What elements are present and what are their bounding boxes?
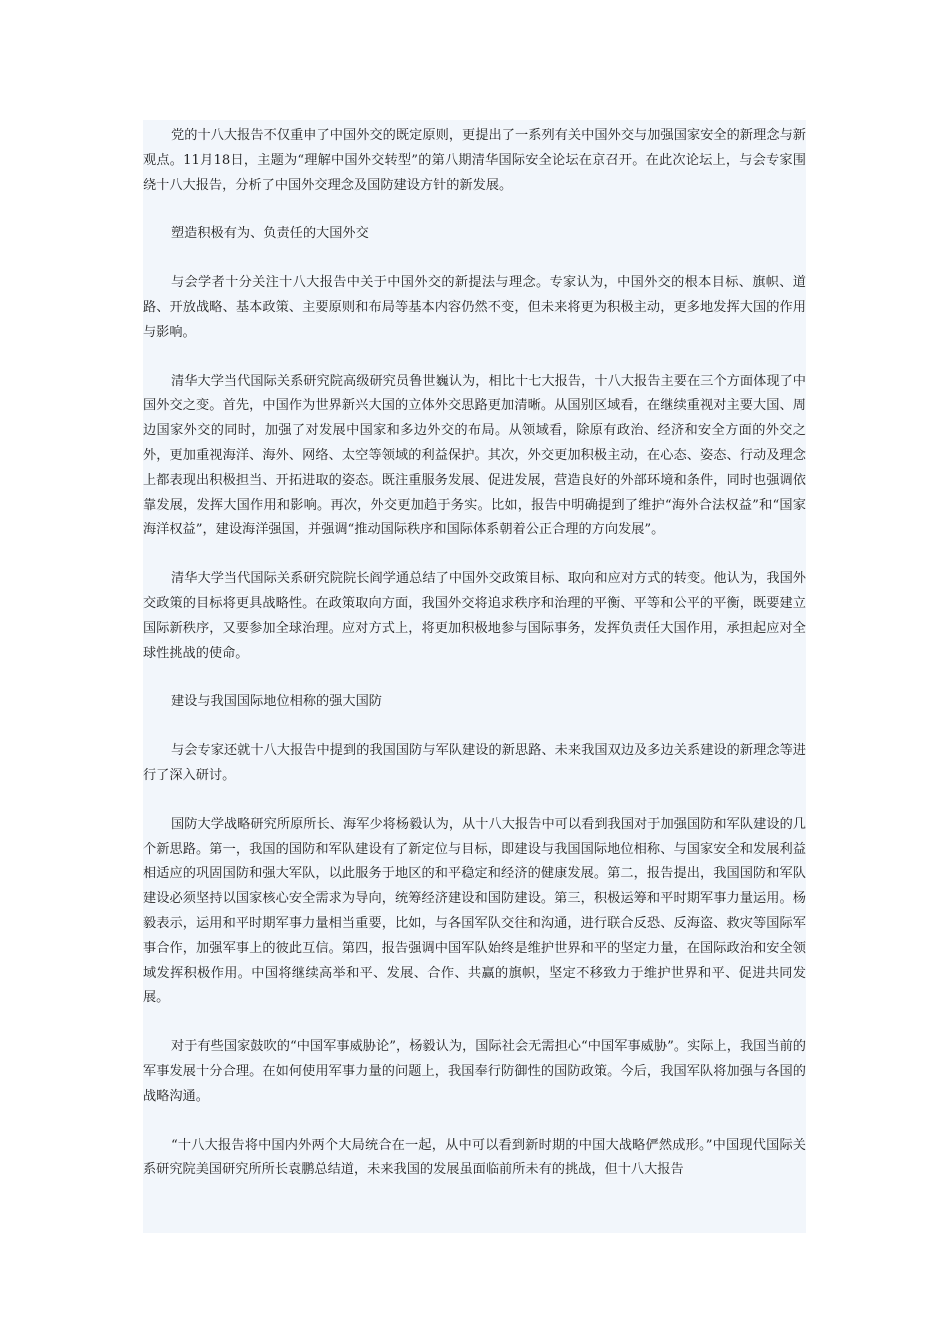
article-paragraph: 清华大学当代国际关系研究院院长阎学通总结了中国外交政策目标、取向和应对方式的转变。他认为，我国外交政策的目标将更具战略性。在政策取向方面，我国外交将追求秩序和治理的平衡、平等和公平的平衡，既要建立国际新秩序，又要参加全球治理。应对方式上，将更加积极地参与国际事务，发挥负责任大国作用，承担起应对全球性挑战的使命。 [143,571,806,661]
article-paragraph: 清华大学当代国际关系研究院高级研究员鲁世巍认为，相比十七大报告，十八大报告主要在三个方面体现了中国外交之变。首先，中国作为世界新兴大国的立体外交思路更加清晰。从国别区域看，在继续重视对主要大国、周边国家外交的同时，加强了对发展中国家和多边外交的布局。从领域看，除原有政治、经济和安全方面的外交之外，更加重视海洋、海外、网络、太空等领域的利益保护。其次，外交更加积极主动，在心态、姿态、行动及理念上都表现出积极担当、开拓进取的姿态。既注重服务发展、促进发展，营造良好的外部环境和条件，同时也强调依靠发展，发挥大国作用和影响。再次，外交更加趋于务实。比如，报告中明确提到了维护“海外合法权益”和“国家海洋权益”，建设海洋强国，并强调“推动国际秩序和国际体系朝着公正合理的方向发展”。 [143,373,806,538]
section-heading-defense: 建设与我国国际地位相称的强大国防 [171,694,382,710]
article-paragraph-intro: 党的十八大报告不仅重申了中国外交的既定原则，更提出了一系列有关中国外交与加强国家安全的新理念与新观点。11月18日，主题为“理解中国外交转型”的第八期清华国际安全论坛在京召开。在此次论坛上，与会专家围绕十八大报告，分析了中国外交理念及国防建设方针的新发展。 [143,128,806,193]
article-paragraph: 与会学者十分关注十八大报告中关于中国外交的新提法与理念。专家认为，中国外交的根本目标、旗帜、道路、开放战略、基本政策、主要原则和布局等基本内容仍然不变，但未来将更为积极主动，更多地发挥大国的作用与影响。 [143,275,806,340]
article-body [143,120,806,1233]
article-paragraph: 与会专家还就十八大报告中提到的我国国防与军队建设的新思路、未来我国双边及多边关系建设的新理念等进行了深入研讨。 [143,743,806,783]
section-heading-diplomacy: 塑造积极有为、负责任的大国外交 [171,226,369,242]
article-paragraph: 对于有些国家鼓吹的“中国军事威胁论”，杨毅认为，国际社会无需担心“中国军事威胁”。实际上，我国当前的军事发展十分合理。在如何使用军事力量的问题上，我国奉行防御性的国防政策。今后，我国军队将加强与各国的战略沟通。 [143,1039,806,1104]
article-paragraph-truncated: “十八大报告将中国内外两个大局统合在一起，从中可以看到新时期的中国大战略俨然成形。”中国现代国际关系研究院美国研究所所长袁鹏总结道，未来我国的发展虽面临前所未有的挑战，但十八大报告 [143,1137,806,1178]
article-paragraph: 国防大学战略研究所原所长、海军少将杨毅认为，从十八大报告中可以看到我国对于加强国防和军队建设的几个新思路。第一，我国的国防和军队建设有了新定位与目标，即建设与我国国际地位相称、与国家安全和发展利益相适应的巩固国防和强大军队，以此服务于地区的和平稳定和经济的健康发展。第二，报告提出，我国国防和军队建设必须坚持以国家核心安全需求为导向，统筹经济建设和国防建设。第三，积极运筹和平时期军事力量运用。杨毅表示，运用和平时期军事力量相当重要，比如，与各国军队交往和沟通，进行联合反恐、反海盗、救灾等国际军事合作，加强军事上的彼此互信。第四，报告强调中国军队始终是维护世界和平的坚定力量，在国际政治和安全领域发挥积极作用。中国将继续高举和平、发展、合作、共赢的旗帜，坚定不移致力于维护世界和平、促进共同发展。 [143,816,806,1006]
